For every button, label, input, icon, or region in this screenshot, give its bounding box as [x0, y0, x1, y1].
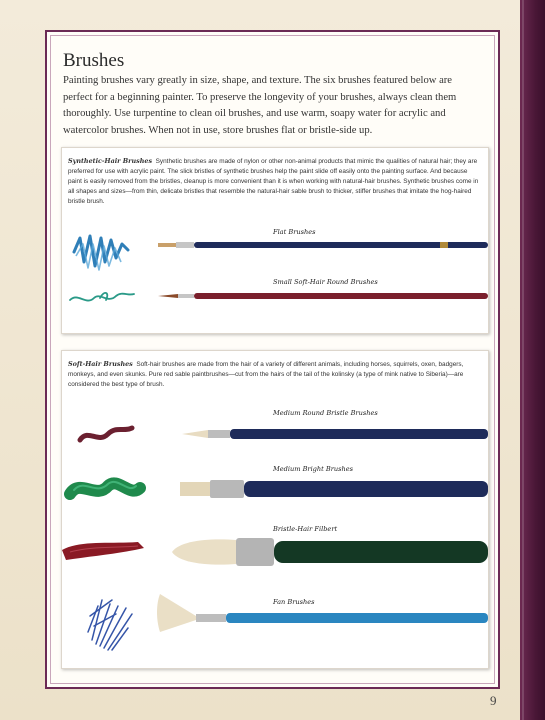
softhair-text: Soft-hair brushes are made from the hair of a variety of different animals, including horses, squirrels, oxen, badgers, monkeys, and even skunks. Pure red sable paintbrushes—cut from the hairs of the tail of the kolinsky (a type of mink native to Siberia)—are considered the best type of brush. [68, 361, 464, 388]
blue-fan-strokes [88, 600, 132, 650]
page-number: 9 [490, 693, 497, 708]
maroon-stroke [80, 428, 132, 440]
teal-squiggle-stroke [70, 293, 134, 301]
synthetic-lead: Synthetic-Hair Brushes [68, 157, 153, 165]
intro-paragraph: Painting brushes vary greatly in size, shape, and texture. The six brushes featured below are perfect for a beginning painter. To preserve the longevity of your brushes, always clean them thoroughly. Use turpentine to clean oil brushes, and use warm, soapy water for acrylic and watercolor brushes. When not in use, store brushes flat or bristle-side up. [63, 75, 457, 136]
caption-bristle-hair-filbert: Bristle-Hair Filbert [273, 525, 338, 533]
caption-fan-brushes: Fan Brushes [273, 598, 315, 606]
caption-medium-round-bristle: Medium Round Bristle Brushes [273, 409, 378, 417]
synthetic-text: Synthetic brushes are made of nylon or other non-animal products that mimic the qualities of natural hair; they are preferred for use with acrylic paint. The slick bristles of synthetic brushes help the paint slide off easily onto the painting surface. And because paint is easily removed from the bristles, cleanup is more convenient than it is when working with natural-hair brushes. Synthetic brushes come in all shapes and sizes—from thin, delicate bristles that resemble the natural-hair sable brush to thicker, stiffer brushes that imitate the hog-haired bristle brush. [68, 158, 479, 205]
caption-flat-brushes: Flat Brushes [273, 228, 316, 236]
flat-brush [158, 242, 488, 248]
bristle-filbert-brush [172, 538, 488, 566]
page-title: Brushes [63, 50, 125, 71]
fan-brush [157, 594, 488, 632]
caption-medium-bright: Medium Bright Brushes [273, 465, 354, 473]
medium-round-bristle-brush [182, 429, 488, 439]
caption-small-soft-hair-round: Small Soft-Hair Round Brushes [273, 278, 378, 286]
small-round-brush [158, 293, 488, 299]
softhair-lead: Soft-Hair Brushes [68, 360, 133, 368]
medium-bright-brush [180, 480, 488, 498]
